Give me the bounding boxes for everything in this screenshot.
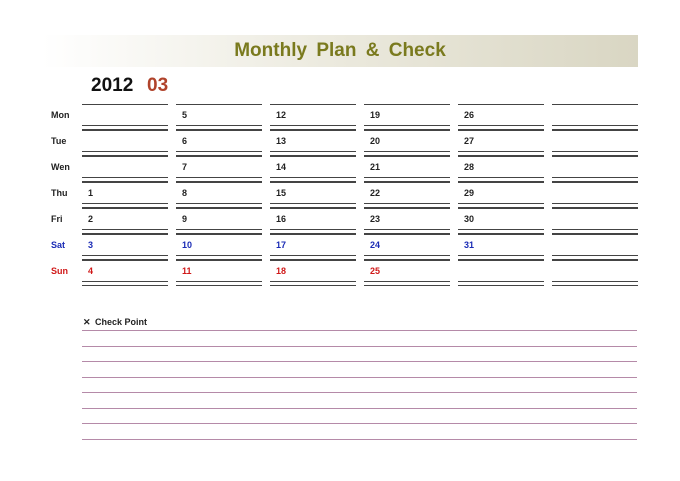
date-number: 24 bbox=[370, 240, 381, 250]
cell-line bbox=[270, 260, 356, 261]
day-label-sun: Sun bbox=[51, 266, 68, 276]
note-line[interactable] bbox=[82, 392, 637, 393]
date-number: 28 bbox=[464, 162, 475, 172]
day-cell[interactable] bbox=[176, 260, 262, 286]
day-cell[interactable] bbox=[82, 234, 168, 260]
cell-line bbox=[458, 255, 544, 256]
day-cell[interactable] bbox=[270, 208, 356, 234]
cell-line bbox=[458, 104, 544, 105]
day-label-mon: Mon bbox=[51, 110, 70, 120]
day-cell[interactable] bbox=[364, 130, 450, 156]
title-bar bbox=[42, 35, 638, 67]
day-cell[interactable] bbox=[176, 130, 262, 156]
day-cell[interactable] bbox=[552, 104, 638, 130]
date-number: 17 bbox=[276, 240, 287, 250]
cell-line bbox=[176, 255, 262, 256]
cell-line bbox=[176, 229, 262, 230]
cell-line bbox=[270, 234, 356, 235]
date-number: 5 bbox=[182, 110, 188, 120]
cell-line bbox=[176, 234, 262, 235]
cell-line bbox=[270, 182, 356, 183]
day-cell[interactable] bbox=[364, 182, 450, 208]
day-cell[interactable] bbox=[176, 156, 262, 182]
cell-line bbox=[364, 104, 450, 105]
day-label-fri: Fri bbox=[51, 214, 63, 224]
cell-line bbox=[552, 229, 638, 230]
cell-line bbox=[82, 281, 168, 282]
day-cell[interactable] bbox=[552, 234, 638, 260]
cell-line bbox=[458, 260, 544, 261]
cell-line bbox=[458, 177, 544, 178]
note-line[interactable] bbox=[82, 423, 637, 424]
cell-line bbox=[82, 229, 168, 230]
day-cell[interactable] bbox=[458, 104, 544, 130]
date-number: 26 bbox=[464, 110, 475, 120]
check-point-label: Check Point bbox=[95, 317, 148, 327]
day-cell[interactable] bbox=[552, 208, 638, 234]
cell-line bbox=[364, 229, 450, 230]
day-cell[interactable] bbox=[458, 260, 544, 286]
date-number: 11 bbox=[182, 266, 192, 276]
cell-line bbox=[82, 156, 168, 157]
cell-line bbox=[82, 151, 168, 152]
cell-line bbox=[82, 285, 168, 286]
day-cell[interactable] bbox=[176, 182, 262, 208]
cell-line bbox=[270, 255, 356, 256]
cell-line bbox=[364, 151, 450, 152]
cell-line bbox=[270, 151, 356, 152]
cell-line bbox=[552, 182, 638, 183]
date-number: 13 bbox=[276, 136, 287, 146]
day-cell[interactable] bbox=[364, 260, 450, 286]
day-cell[interactable] bbox=[82, 104, 168, 130]
cell-line bbox=[364, 177, 450, 178]
cell-line bbox=[364, 125, 450, 126]
cell-line bbox=[458, 156, 544, 157]
cell-line bbox=[552, 130, 638, 131]
date-number: 22 bbox=[370, 188, 381, 198]
day-cell[interactable] bbox=[364, 156, 450, 182]
day-cell[interactable] bbox=[176, 234, 262, 260]
day-cell[interactable] bbox=[364, 234, 450, 260]
day-label-wen: Wen bbox=[51, 162, 70, 172]
cell-line bbox=[458, 208, 544, 209]
date-number: 14 bbox=[276, 162, 287, 172]
cell-line bbox=[82, 104, 168, 105]
date-number: 18 bbox=[276, 266, 287, 276]
day-cell[interactable] bbox=[82, 208, 168, 234]
cell-line bbox=[552, 151, 638, 152]
cell-line bbox=[176, 203, 262, 204]
date-number: 29 bbox=[464, 188, 475, 198]
date-number: 25 bbox=[370, 266, 381, 276]
month-label: 03 bbox=[147, 75, 169, 96]
cell-line bbox=[364, 130, 450, 131]
date-number: 15 bbox=[276, 188, 287, 198]
cell-line bbox=[270, 125, 356, 126]
note-line[interactable] bbox=[82, 439, 637, 440]
cell-line bbox=[364, 234, 450, 235]
day-cell[interactable] bbox=[552, 260, 638, 286]
day-cell[interactable] bbox=[458, 234, 544, 260]
cell-line bbox=[270, 156, 356, 157]
date-number: 20 bbox=[370, 136, 381, 146]
day-label-sat: Sat bbox=[51, 240, 66, 250]
date-number: 7 bbox=[182, 162, 188, 172]
cell-line bbox=[176, 177, 262, 178]
day-cell[interactable] bbox=[458, 156, 544, 182]
date-number: 21 bbox=[370, 162, 381, 172]
cell-line bbox=[458, 125, 544, 126]
date-number: 27 bbox=[464, 136, 475, 146]
cell-line bbox=[458, 203, 544, 204]
cell-line bbox=[458, 281, 544, 282]
note-line[interactable] bbox=[82, 408, 637, 409]
day-cell[interactable] bbox=[270, 234, 356, 260]
cell-line bbox=[82, 208, 168, 209]
cell-line bbox=[458, 182, 544, 183]
date-number: 4 bbox=[88, 266, 94, 276]
day-cell[interactable] bbox=[82, 182, 168, 208]
cell-line bbox=[364, 255, 450, 256]
cell-line bbox=[176, 130, 262, 131]
day-cell[interactable] bbox=[364, 104, 450, 130]
note-line[interactable] bbox=[82, 346, 637, 347]
cell-line bbox=[552, 156, 638, 157]
day-label-thu: Thu bbox=[51, 188, 68, 198]
date-number: 12 bbox=[276, 110, 287, 120]
cell-line bbox=[176, 285, 262, 286]
day-cell[interactable] bbox=[458, 182, 544, 208]
date-number: 16 bbox=[276, 214, 287, 224]
day-cell[interactable] bbox=[364, 208, 450, 234]
day-cell[interactable] bbox=[270, 104, 356, 130]
cell-line bbox=[458, 130, 544, 131]
date-number: 30 bbox=[464, 214, 475, 224]
note-line[interactable] bbox=[82, 377, 637, 378]
day-cell[interactable] bbox=[552, 182, 638, 208]
cell-line bbox=[82, 130, 168, 131]
day-cell[interactable] bbox=[270, 260, 356, 286]
cell-line bbox=[82, 203, 168, 204]
cell-line bbox=[552, 260, 638, 261]
cell-line bbox=[552, 285, 638, 286]
cell-line bbox=[364, 203, 450, 204]
cell-line bbox=[270, 281, 356, 282]
note-line[interactable] bbox=[82, 330, 637, 331]
day-cell[interactable] bbox=[82, 130, 168, 156]
day-cell[interactable] bbox=[176, 208, 262, 234]
cell-line bbox=[364, 281, 450, 282]
date-number: 19 bbox=[370, 110, 381, 120]
cell-line bbox=[270, 130, 356, 131]
cell-line bbox=[552, 177, 638, 178]
cell-line bbox=[176, 260, 262, 261]
cell-line bbox=[270, 104, 356, 105]
cell-line bbox=[552, 255, 638, 256]
day-label-tue: Tue bbox=[51, 136, 67, 146]
day-cell[interactable] bbox=[176, 104, 262, 130]
date-number: 10 bbox=[182, 240, 193, 250]
cell-line bbox=[458, 151, 544, 152]
cell-line bbox=[176, 104, 262, 105]
cell-line bbox=[176, 151, 262, 152]
cell-line bbox=[552, 203, 638, 204]
date-number: 2 bbox=[88, 214, 94, 224]
cell-line bbox=[552, 208, 638, 209]
cell-line bbox=[270, 203, 356, 204]
day-cell[interactable] bbox=[552, 130, 638, 156]
cell-line bbox=[364, 208, 450, 209]
cell-line bbox=[82, 255, 168, 256]
day-cell[interactable] bbox=[270, 156, 356, 182]
cell-line bbox=[270, 285, 356, 286]
cell-line bbox=[364, 182, 450, 183]
date-number: 8 bbox=[182, 188, 188, 198]
cell-line bbox=[176, 156, 262, 157]
cell-line bbox=[270, 229, 356, 230]
day-cell[interactable] bbox=[82, 260, 168, 286]
date-number: 23 bbox=[370, 214, 381, 224]
page-title: Monthly Plan & Check bbox=[234, 40, 446, 61]
date-number: 9 bbox=[182, 214, 188, 224]
cell-line bbox=[270, 177, 356, 178]
cell-line bbox=[458, 234, 544, 235]
day-cell[interactable] bbox=[270, 182, 356, 208]
cell-line bbox=[364, 285, 450, 286]
cell-line bbox=[82, 177, 168, 178]
year-label: 2012 bbox=[91, 75, 134, 96]
cell-line bbox=[176, 125, 262, 126]
cell-line bbox=[364, 260, 450, 261]
day-cell[interactable] bbox=[270, 130, 356, 156]
day-cell[interactable] bbox=[458, 130, 544, 156]
date-number: 1 bbox=[88, 188, 94, 198]
date-number: 6 bbox=[182, 136, 188, 146]
cell-line bbox=[270, 208, 356, 209]
day-cell[interactable] bbox=[82, 156, 168, 182]
cell-line bbox=[552, 234, 638, 235]
cell-line bbox=[458, 229, 544, 230]
note-line[interactable] bbox=[82, 361, 637, 362]
cell-line bbox=[552, 125, 638, 126]
cell-line bbox=[364, 156, 450, 157]
cell-line bbox=[82, 234, 168, 235]
cell-line bbox=[82, 125, 168, 126]
cell-line bbox=[552, 104, 638, 105]
cell-line bbox=[458, 285, 544, 286]
cell-line bbox=[176, 208, 262, 209]
cell-line bbox=[82, 260, 168, 261]
cell-line bbox=[82, 182, 168, 183]
date-number: 31 bbox=[464, 240, 475, 250]
x-mark-icon: ✕ bbox=[83, 317, 91, 327]
cell-line bbox=[552, 281, 638, 282]
cell-line bbox=[176, 182, 262, 183]
day-cell[interactable] bbox=[552, 156, 638, 182]
date-number: 3 bbox=[88, 240, 94, 250]
cell-line bbox=[176, 281, 262, 282]
day-cell[interactable] bbox=[458, 208, 544, 234]
